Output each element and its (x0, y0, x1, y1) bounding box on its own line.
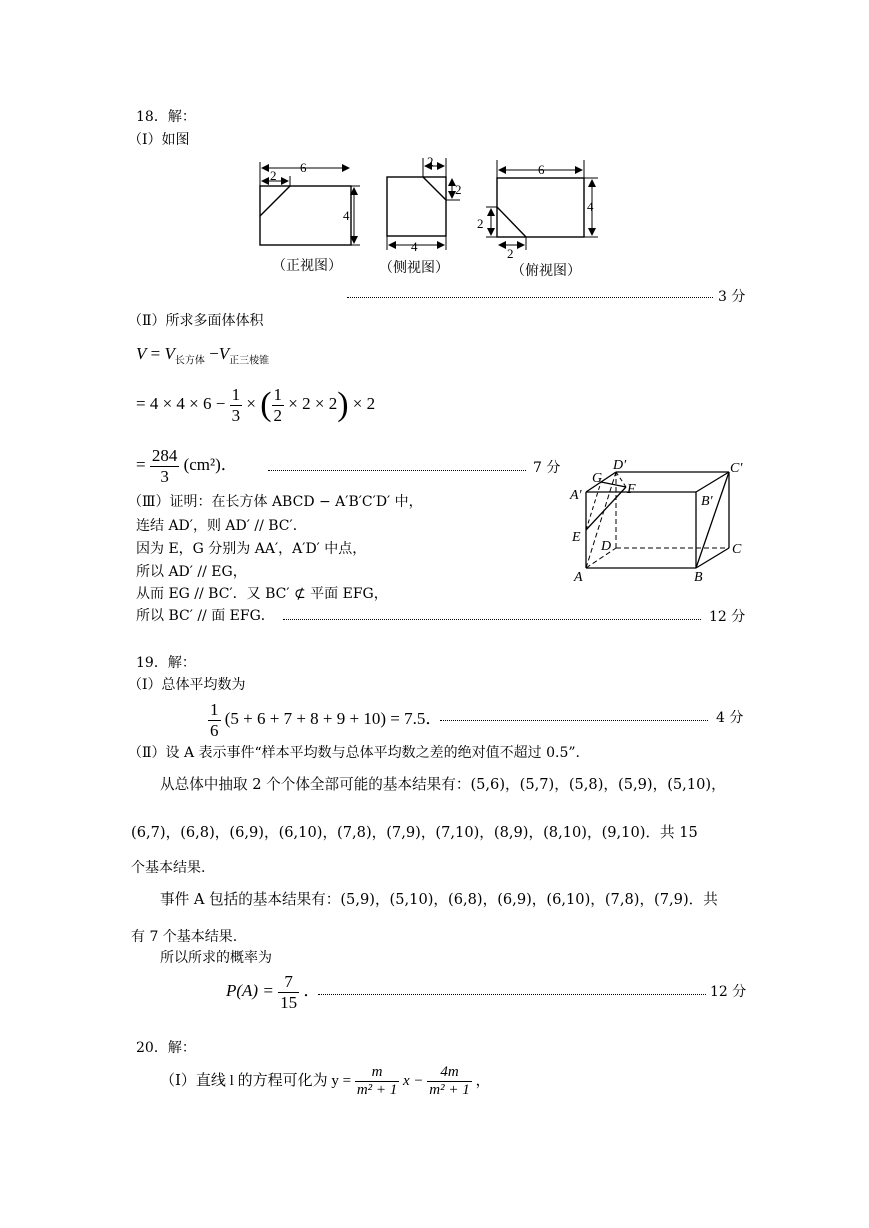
side-dim-2a: 2 (427, 154, 434, 169)
score-leader (440, 720, 708, 721)
q19-score-2: 12 分 (710, 984, 747, 1000)
q19-score-1: 4 分 (716, 710, 744, 726)
mean-formula: $\frac{1}{6}$ (5 + 6 + 7 + 8 + 9 + 10) = 7.5． (210, 700, 443, 740)
side-dim-2b: 2 (455, 182, 462, 197)
q18-proof-5: 从而 EG // BC′．又 BC′ ⊄ 平面 EFG， (136, 586, 388, 602)
volume-result: = $\frac{284}{3}$ (cm²)． (136, 446, 238, 486)
score-leader (347, 297, 713, 298)
label-C: C (732, 542, 742, 557)
label-A1: A′ (570, 488, 582, 503)
top-view-caption: （俯视图） (511, 263, 581, 279)
label-A: A (574, 570, 583, 585)
q18-score-1: 3 分 (718, 289, 746, 305)
side-view-caption: （侧视图） (379, 260, 449, 276)
label-C1: C′ (730, 461, 743, 476)
q18-score-3: 12 分 (709, 609, 746, 625)
q19-line-7: 有 7 个基本结果. (131, 929, 238, 945)
q18-proof-4: 所以 AD′ // EG， (136, 564, 247, 580)
label-E: E (572, 530, 581, 545)
label-F: F (627, 482, 636, 497)
q20-part1: （Ⅰ）直线 l 的方程可化为 y = $\frac{m}{\text{m² + 1}}$ x − $\frac{4m}{\text{m² + 1}}$ ， (160, 1064, 491, 1099)
score-leader (283, 619, 701, 620)
q19-line-6: 事件 A 包括的基本结果有：(5,9)，(5,10)，(6,8)，(6,9)，(6,10)，(7,8)，(7,9)．共 (160, 891, 718, 908)
q19-line-4: (6,7)，(6,8)，(6,9)，(6,10)，(7,8)，(7,9)，(7,10)，(8,9)，(8,10)，(9,10)．共 15 (131, 824, 698, 841)
top-dim-2a: 2 (477, 216, 484, 231)
q18-part2: （Ⅱ）所求多面体体积 (128, 313, 264, 329)
side-dim-4: 4 (411, 239, 418, 254)
q19-line-3: 从总体中抽取 2 个个体全部可能的基本结果有：(5,6)，(5,7)，(5,8)，(5,9)，(5,10)， (160, 776, 726, 793)
q19-part1: （Ⅰ）总体平均数为 (128, 677, 246, 693)
q18-proof-6: 所以 BC′ // 面 EFG． (136, 608, 275, 624)
q18-proof-1: （Ⅲ）证明：在长方体 ABCD − A′B′C′D′ 中， (128, 494, 423, 510)
front-dim-2: 2 (270, 168, 277, 183)
label-G: G (592, 471, 603, 486)
top-dim-2b: 2 (507, 246, 514, 261)
q18-score-2: 7 分 (533, 460, 561, 476)
q19-title: 19．解： (136, 655, 196, 671)
q19-line-8: 所以所求的概率为 (160, 950, 272, 966)
label-D1: D′ (613, 458, 627, 473)
score-leader (318, 994, 706, 995)
front-dim-4: 4 (343, 208, 350, 223)
label-B1: B′ (701, 494, 713, 509)
q19-part2: （Ⅱ）设 A 表示事件“样本平均数与总体平均数之差的绝对值不超过 0.5”. (128, 745, 581, 761)
top-dim-6: 6 (538, 162, 545, 177)
q18-part1: （Ⅰ）如图 (128, 132, 190, 148)
cuboid-figure (566, 455, 756, 585)
label-D: D (601, 539, 612, 554)
volume-formula: $V = V_{长方体} -V_{正三棱锥}$ (136, 344, 270, 367)
front-view-caption: （正视图） (272, 258, 342, 274)
top-dim-4: 4 (587, 199, 594, 214)
probability-formula: P(A) = $\frac{7}{15}$ ． (226, 972, 321, 1012)
label-B: B (694, 570, 703, 585)
front-dim-6: 6 (300, 160, 307, 175)
q18-proof-3: 因为 E，G 分别为 AA′，A′D′ 中点， (136, 541, 367, 557)
score-leader (268, 470, 526, 471)
q19-line-5: 个基本结果. (131, 860, 206, 876)
q20-title: 20．解： (136, 1040, 196, 1056)
q18-proof-2: 连结 AD′，则 AD′ // BC′． (136, 518, 307, 534)
volume-calc: = 4 × 4 × 6 − $\frac{1}{3}$ × ( $\frac{1}{2}$ × 2 × 2) × 2 (136, 385, 376, 425)
q18-title: 18．解： (136, 109, 196, 125)
